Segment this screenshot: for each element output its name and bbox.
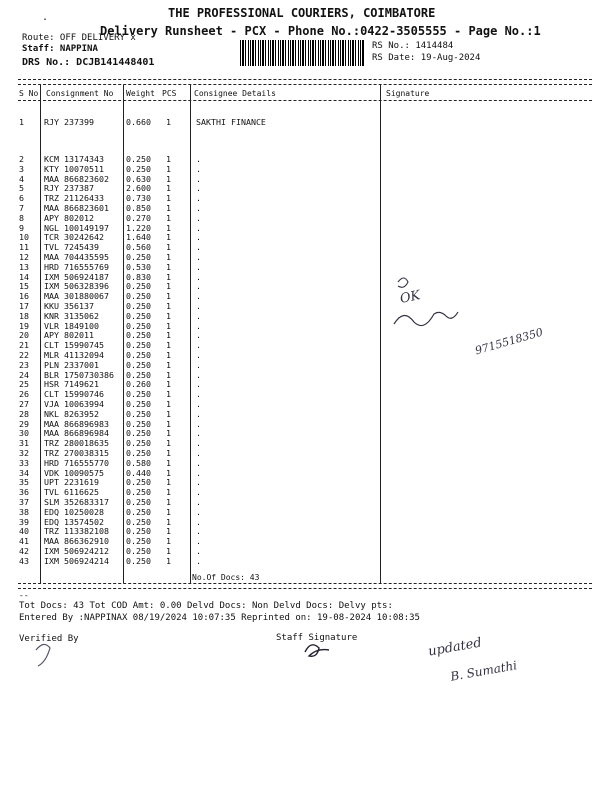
row-consignment-number: 866896984	[64, 428, 109, 439]
row-sno: 41	[19, 536, 29, 547]
row-weight: 1.220	[126, 222, 151, 233]
row-consignee: SAKTHI FINANCE	[196, 117, 266, 127]
footer-dash-mark: --	[19, 591, 29, 600]
row-weight: 0.250	[126, 252, 151, 262]
row-consignee: .	[196, 163, 201, 174]
row-consignee: .	[196, 477, 201, 488]
row-consignee: .	[196, 359, 201, 370]
verified-by-label: Verified By	[19, 634, 79, 644]
row-pcs: 1	[166, 261, 171, 272]
row-sno: 3	[19, 163, 24, 174]
no-of-docs: No.Of Docs: 43	[192, 573, 260, 582]
row-sno: 6	[19, 193, 24, 204]
row-weight: 0.250	[126, 555, 151, 566]
row-consignee: .	[196, 310, 201, 321]
row-consignment-number: 13574502	[64, 516, 104, 527]
row-consignment-prefix: UPT	[44, 477, 59, 488]
handwritten-phone: 9715518350	[473, 325, 545, 358]
row-weight: 0.250	[126, 536, 151, 547]
row-consignment-number: 15990745	[64, 340, 104, 351]
row-pcs: 1	[166, 389, 171, 400]
row-pcs: 1	[166, 399, 171, 409]
row-weight: 0.530	[126, 261, 151, 272]
row-consignee: .	[196, 154, 201, 164]
drs-number: DRS No.: DCJB141448401	[22, 57, 155, 68]
row-consignee: .	[196, 173, 201, 184]
rs-number: RS No.: 1414484	[372, 41, 454, 51]
row-consignment-number: 506924212	[64, 546, 109, 556]
row-sno: 27	[19, 399, 29, 409]
row-consignment-prefix: IXM	[44, 555, 59, 566]
row-consignment-number: 21126433	[64, 193, 104, 204]
row-consignee: .	[196, 369, 201, 380]
row-sno: 29	[19, 418, 29, 429]
row-consignment-number: 10250028	[64, 506, 104, 517]
row-consignee: .	[196, 301, 201, 311]
row-weight: 0.270	[126, 212, 151, 223]
row-weight: 0.830	[126, 271, 151, 282]
row-consignment-prefix: EDQ	[44, 506, 59, 517]
row-consignment-number: 113382108	[64, 526, 109, 537]
row-consignment-prefix: KTY	[44, 163, 59, 174]
row-consignment-number: 15990746	[64, 389, 104, 400]
row-consignee: .	[196, 242, 201, 253]
row-consignee: .	[196, 252, 201, 262]
row-weight: 0.250	[126, 487, 151, 498]
row-pcs: 1	[166, 536, 171, 547]
row-consignee: .	[196, 526, 201, 537]
col-header-signature: Signature	[386, 89, 430, 98]
row-weight: 0.660	[126, 117, 151, 127]
row-consignment-prefix: MAA	[44, 428, 59, 439]
row-consignment-prefix: TVL	[44, 242, 59, 253]
check-mark	[398, 278, 408, 287]
row-sno: 11	[19, 242, 29, 253]
row-consignment-prefix: TRZ	[44, 526, 59, 537]
row-consignment-prefix: IXM	[44, 546, 59, 556]
row-consignee: .	[196, 546, 201, 556]
row-consignee: .	[196, 271, 201, 282]
row-consignment-prefix: TCR	[44, 232, 59, 243]
row-pcs: 1	[166, 350, 171, 360]
row-sno: 22	[19, 350, 29, 360]
row-consignee: .	[196, 261, 201, 272]
row-sno: 34	[19, 467, 29, 478]
row-sno: 31	[19, 438, 29, 449]
handwritten-updated: updated	[427, 635, 483, 660]
row-weight: 0.250	[126, 330, 151, 341]
row-consignment-prefix: HRD	[44, 261, 59, 272]
row-pcs: 1	[166, 516, 171, 527]
row-pcs: 1	[166, 117, 171, 127]
row-sno: 39	[19, 516, 29, 527]
row-consignee: .	[196, 291, 201, 302]
row-pcs: 1	[166, 232, 171, 243]
row-consignment-prefix: RJY	[44, 117, 59, 127]
row-pcs: 1	[166, 193, 171, 204]
row-consignment-number: 10070511	[64, 163, 104, 174]
row-sno: 21	[19, 340, 29, 351]
row-pcs: 1	[166, 291, 171, 302]
row-sno: 7	[19, 203, 24, 213]
row-weight: 0.560	[126, 242, 151, 253]
row-sno: 9	[19, 222, 24, 233]
row-consignment-number: 30242642	[64, 232, 104, 243]
row-consignment-prefix: KCM	[44, 154, 59, 164]
verified-signature	[36, 644, 50, 666]
row-pcs: 1	[166, 154, 171, 164]
receiver-signature	[394, 312, 458, 326]
row-pcs: 1	[166, 310, 171, 321]
row-consignment-prefix: VJA	[44, 399, 59, 409]
row-consignee: .	[196, 418, 201, 429]
stray-mark: .	[42, 12, 49, 23]
row-consignment-number: 7149621	[64, 379, 99, 390]
col-header-consignment: Consignment No	[46, 89, 114, 98]
row-pcs: 1	[166, 242, 171, 253]
row-consignment-prefix: NGL	[44, 222, 59, 233]
row-sno: 42	[19, 546, 29, 556]
row-sno: 25	[19, 379, 29, 390]
row-sno: 15	[19, 281, 29, 292]
row-weight: 0.250	[126, 291, 151, 302]
row-weight: 0.630	[126, 173, 151, 184]
row-consignment-prefix: MAA	[44, 252, 59, 262]
row-consignment-prefix: MAA	[44, 203, 59, 213]
row-pcs: 1	[166, 330, 171, 341]
row-sno: 4	[19, 173, 24, 184]
row-pcs: 1	[166, 281, 171, 292]
row-weight: 0.250	[126, 477, 151, 488]
row-sno: 1	[19, 117, 24, 127]
row-consignment-number: 10063994	[64, 399, 104, 409]
row-consignee: .	[196, 212, 201, 223]
row-consignee: .	[196, 389, 201, 400]
rs-date: RS Date: 19-Aug-2024	[372, 53, 481, 63]
row-sno: 24	[19, 369, 29, 380]
row-consignment-prefix: KNR	[44, 310, 59, 321]
row-consignment-number: 1750730386	[64, 369, 114, 380]
row-sno: 28	[19, 408, 29, 419]
row-consignment-number: 10090575	[64, 467, 104, 478]
row-consignment-prefix: IXM	[44, 271, 59, 282]
row-consignee: .	[196, 222, 201, 233]
staff-signature	[305, 645, 329, 657]
row-sno: 26	[19, 389, 29, 400]
row-consignee: .	[196, 203, 201, 213]
row-consignment-number: 2337001	[64, 359, 99, 370]
row-consignment-number: 716555770	[64, 457, 109, 468]
row-consignment-number: 866896983	[64, 418, 109, 429]
row-pcs: 1	[166, 203, 171, 213]
row-consignment-number: 7245439	[64, 242, 99, 253]
row-consignment-number: 2231619	[64, 477, 99, 488]
row-weight: 0.250	[126, 428, 151, 439]
row-weight: 0.250	[126, 350, 151, 360]
row-consignment-prefix: APY	[44, 330, 59, 341]
row-consignment-number: 13174343	[64, 154, 104, 164]
row-sno: 37	[19, 497, 29, 507]
row-consignment-prefix: VLR	[44, 320, 59, 331]
row-sno: 33	[19, 457, 29, 468]
row-weight: 0.250	[126, 438, 151, 449]
row-weight: 0.250	[126, 497, 151, 507]
row-consignment-prefix: MAA	[44, 173, 59, 184]
row-sno: 8	[19, 212, 24, 223]
row-weight: 0.250	[126, 359, 151, 370]
row-consignment-number: 506328396	[64, 281, 109, 292]
row-weight: 0.250	[126, 310, 151, 321]
row-weight: 0.250	[126, 448, 151, 458]
row-pcs: 1	[166, 359, 171, 370]
row-consignment-prefix: IXM	[44, 281, 59, 292]
row-consignee: .	[196, 281, 201, 292]
row-consignment-prefix: CLT	[44, 389, 59, 400]
row-consignment-number: 506924214	[64, 555, 109, 566]
company-name: THE PROFESSIONAL COURIERS, COIMBATORE	[168, 6, 436, 20]
col-header-sno: S No	[19, 89, 39, 98]
runsheet-title: Delivery Runsheet - PCX - Phone No.:0422-3505555 - Page No.:1	[100, 24, 541, 38]
row-consignee: .	[196, 183, 201, 194]
row-pcs: 1	[166, 408, 171, 419]
row-consignee: .	[196, 320, 201, 331]
row-pcs: 1	[166, 163, 171, 174]
row-weight: 0.250	[126, 369, 151, 380]
route-label: Route: OFF DELIVERY x	[22, 33, 136, 43]
handwritten-name: B. Sumathi	[449, 658, 519, 684]
row-pcs: 1	[166, 418, 171, 429]
row-consignment-number: 352683317	[64, 497, 109, 507]
row-consignee: .	[196, 487, 201, 498]
row-consignment-prefix: TRZ	[44, 193, 59, 204]
row-sno: 30	[19, 428, 29, 439]
row-consignment-number: 280018635	[64, 438, 109, 449]
row-sno: 17	[19, 301, 29, 311]
row-pcs: 1	[166, 526, 171, 537]
row-sno: 12	[19, 252, 29, 262]
row-consignment-number: 3135062	[64, 310, 99, 321]
row-pcs: 1	[166, 379, 171, 390]
row-consignment-prefix: TVL	[44, 487, 59, 498]
row-weight: 0.250	[126, 281, 151, 292]
entered-by-line: Entered By :NAPPINAX 08/19/2024 10:07:35 Reprinted on: 19-08-2024 10:08:35	[19, 613, 420, 623]
row-weight: 0.730	[126, 193, 151, 204]
row-pcs: 1	[166, 369, 171, 380]
row-consignee: .	[196, 379, 201, 390]
row-consignee: .	[196, 448, 201, 458]
row-consignee: .	[196, 350, 201, 360]
row-sno: 18	[19, 310, 29, 321]
row-consignment-prefix: HSR	[44, 379, 59, 390]
row-weight: 0.250	[126, 506, 151, 517]
row-consignment-prefix: PLN	[44, 359, 59, 370]
row-sno: 40	[19, 526, 29, 537]
row-consignment-prefix: SLM	[44, 497, 59, 507]
row-consignee: .	[196, 516, 201, 527]
row-consignment-number: 6116625	[64, 487, 99, 498]
row-sno: 16	[19, 291, 29, 302]
row-consignment-prefix: APY	[44, 212, 59, 223]
row-sno: 32	[19, 448, 29, 458]
col-header-consignee: Consignee Details	[194, 89, 276, 98]
row-weight: 0.580	[126, 457, 151, 468]
row-sno: 36	[19, 487, 29, 498]
row-consignment-number: 237387	[64, 183, 94, 194]
row-consignment-prefix: KKU	[44, 301, 59, 311]
row-consignment-prefix: CLT	[44, 340, 59, 351]
row-consignee: .	[196, 506, 201, 517]
row-consignment-number: 802012	[64, 212, 94, 223]
row-weight: 0.250	[126, 154, 151, 164]
row-consignee: .	[196, 536, 201, 547]
row-sno: 14	[19, 271, 29, 282]
staff-signature-label: Staff Signature	[276, 633, 358, 643]
row-consignment-number: 1849100	[64, 320, 99, 331]
row-consignee: .	[196, 497, 201, 507]
row-pcs: 1	[166, 477, 171, 488]
row-weight: 0.440	[126, 467, 151, 478]
row-consignment-number: 866362910	[64, 536, 109, 547]
row-pcs: 1	[166, 222, 171, 233]
row-weight: 0.250	[126, 516, 151, 527]
row-consignment-number: 100149197	[64, 222, 109, 233]
row-pcs: 1	[166, 340, 171, 351]
row-sno: 43	[19, 555, 29, 566]
row-pcs: 1	[166, 457, 171, 468]
row-consignment-number: 8263952	[64, 408, 99, 419]
row-consignee: .	[196, 232, 201, 243]
row-pcs: 1	[166, 173, 171, 184]
row-consignment-number: 506924187	[64, 271, 109, 282]
row-pcs: 1	[166, 252, 171, 262]
row-consignment-prefix: TRZ	[44, 448, 59, 458]
row-consignee: .	[196, 399, 201, 409]
row-sno: 20	[19, 330, 29, 341]
row-sno: 23	[19, 359, 29, 370]
row-weight: 0.250	[126, 399, 151, 409]
row-weight: 0.250	[126, 526, 151, 537]
row-consignment-prefix: RJY	[44, 183, 59, 194]
row-consignee: .	[196, 555, 201, 566]
row-sno: 35	[19, 477, 29, 488]
row-pcs: 1	[166, 487, 171, 498]
row-consignment-prefix: MAA	[44, 536, 59, 547]
row-consignment-number: 356137	[64, 301, 94, 311]
row-pcs: 1	[166, 555, 171, 566]
row-consignment-number: 866823602	[64, 173, 109, 184]
row-consignee: .	[196, 340, 201, 351]
totals-line: Tot Docs: 43 Tot COD Amt: 0.00 Delvd Docs: Non Delvd Docs: Delvy pts:	[19, 601, 393, 611]
row-pcs: 1	[166, 428, 171, 439]
row-weight: 0.250	[126, 320, 151, 331]
row-consignment-prefix: BLR	[44, 369, 59, 380]
row-sno: 10	[19, 232, 29, 243]
row-sno: 13	[19, 261, 29, 272]
row-weight: 0.250	[126, 163, 151, 174]
row-weight: 0.250	[126, 301, 151, 311]
row-consignee: .	[196, 457, 201, 468]
col-header-weight: Weight	[126, 89, 155, 98]
row-consignment-prefix: NKL	[44, 408, 59, 419]
row-weight: 0.250	[126, 418, 151, 429]
handwritten-ok: OK	[398, 288, 422, 307]
row-consignment-number: 237399	[64, 117, 94, 127]
row-pcs: 1	[166, 301, 171, 311]
row-weight: 0.250	[126, 340, 151, 351]
row-consignment-number: 301880067	[64, 291, 109, 302]
row-weight: 0.250	[126, 389, 151, 400]
row-sno: 38	[19, 506, 29, 517]
row-consignee: .	[196, 193, 201, 204]
row-consignment-prefix: TRZ	[44, 438, 59, 449]
row-sno: 19	[19, 320, 29, 331]
row-weight: 2.600	[126, 183, 151, 194]
row-consignee: .	[196, 428, 201, 439]
row-pcs: 1	[166, 467, 171, 478]
row-pcs: 1	[166, 212, 171, 223]
row-pcs: 1	[166, 183, 171, 194]
row-pcs: 1	[166, 438, 171, 449]
row-pcs: 1	[166, 546, 171, 556]
row-pcs: 1	[166, 448, 171, 458]
row-pcs: 1	[166, 320, 171, 331]
row-weight: 0.260	[126, 379, 151, 390]
row-pcs: 1	[166, 497, 171, 507]
row-consignment-prefix: EDQ	[44, 516, 59, 527]
col-header-pcs: PCS	[162, 89, 177, 98]
row-consignment-number: 41132094	[64, 350, 104, 360]
row-consignee: .	[196, 330, 201, 341]
staff-label: Staff: NAPPINA	[22, 44, 98, 54]
row-pcs: 1	[166, 271, 171, 282]
row-consignment-number: 270038315	[64, 448, 109, 458]
row-consignment-number: 704435595	[64, 252, 109, 262]
row-consignment-number: 802011	[64, 330, 94, 341]
row-sno: 5	[19, 183, 24, 194]
row-consignment-prefix: MLR	[44, 350, 59, 360]
row-consignment-number: 866823601	[64, 203, 109, 213]
row-consignment-prefix: MAA	[44, 291, 59, 302]
row-consignee: .	[196, 408, 201, 419]
row-consignment-prefix: HRD	[44, 457, 59, 468]
row-pcs: 1	[166, 506, 171, 517]
row-sno: 2	[19, 154, 24, 164]
row-weight: 1.640	[126, 232, 151, 243]
row-consignee: .	[196, 438, 201, 449]
row-consignee: .	[196, 467, 201, 478]
row-weight: 0.250	[126, 546, 151, 556]
row-consignment-number: 716555769	[64, 261, 109, 272]
row-consignment-prefix: VDK	[44, 467, 59, 478]
row-weight: 0.250	[126, 408, 151, 419]
row-weight: 0.850	[126, 203, 151, 213]
row-consignment-prefix: MAA	[44, 418, 59, 429]
